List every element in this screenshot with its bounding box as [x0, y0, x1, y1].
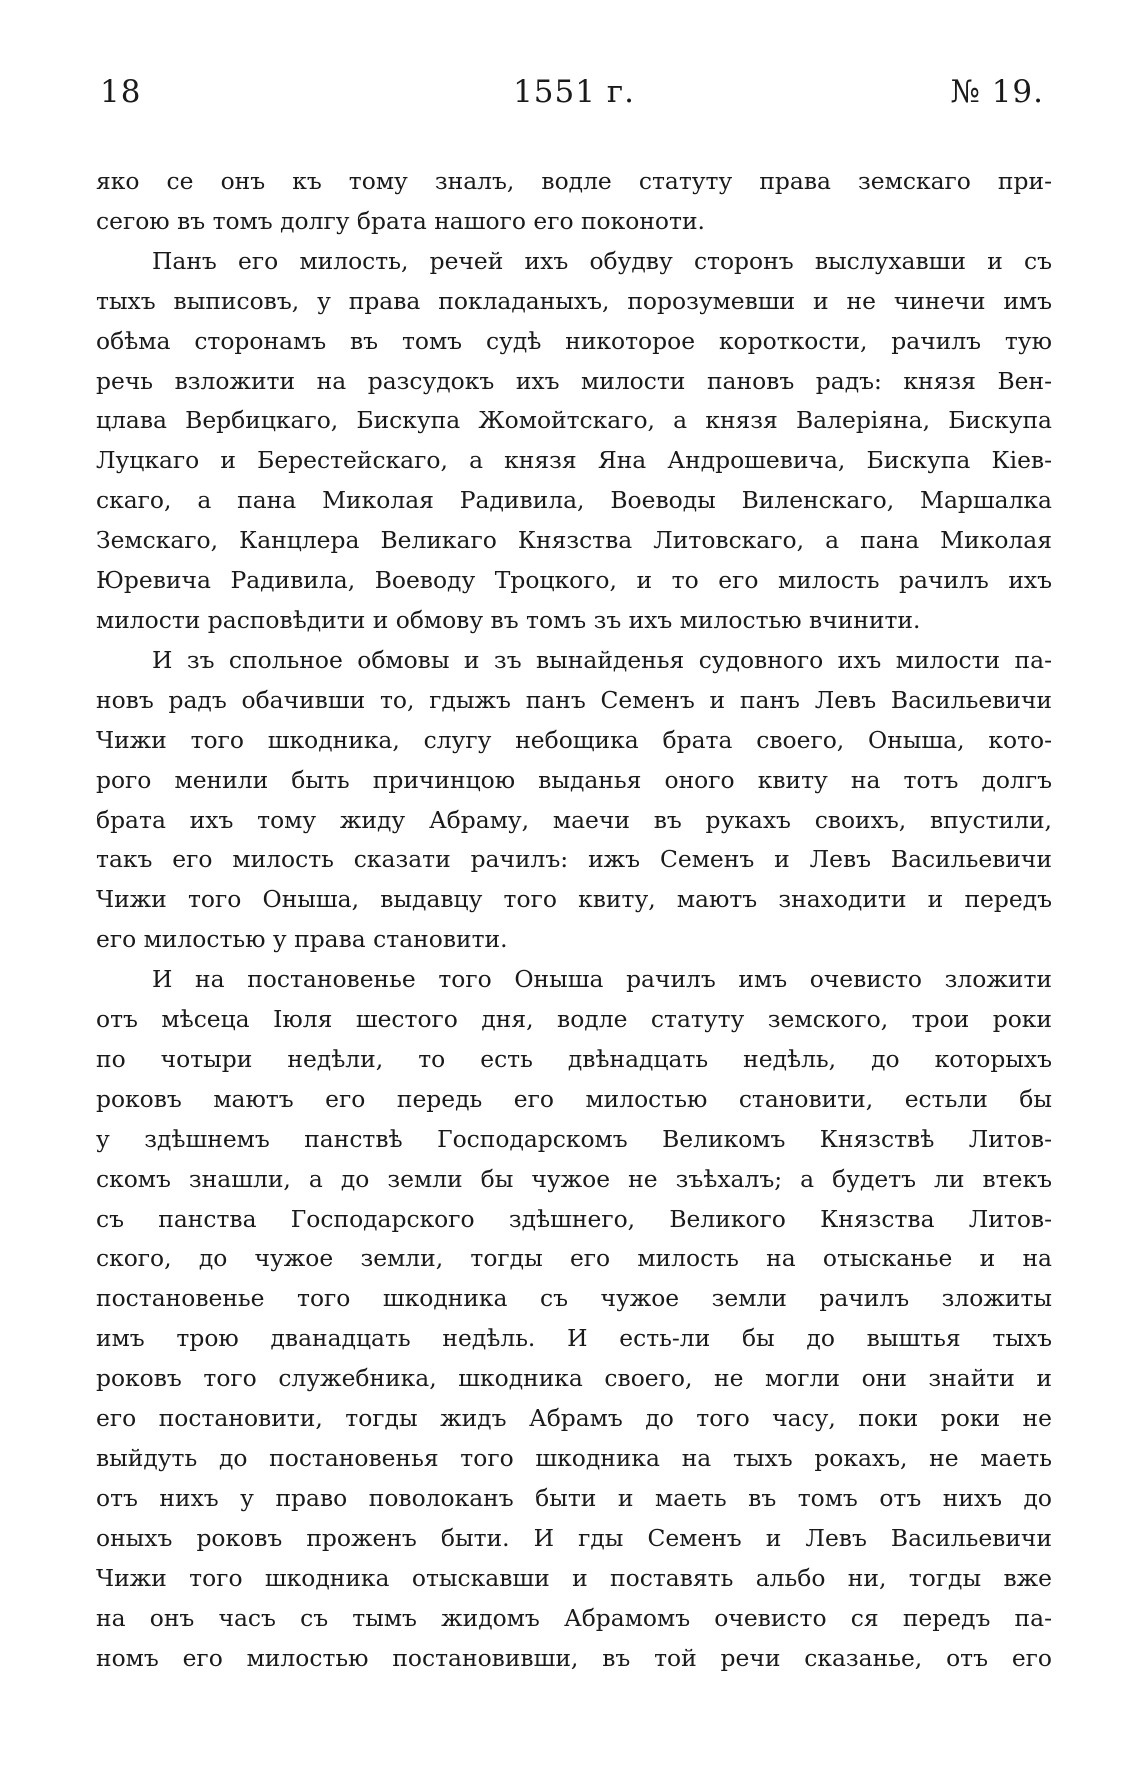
page-header: [96, 74, 1052, 114]
text-line: выйдуть до постановенья того шкодника на тыхъ рокахъ, не маеть: [96, 1444, 1052, 1472]
text-line: Чижи того Оныша, выдавцу того квиту, маютъ знаходити и передъ: [96, 885, 1052, 914]
text-line: съ панства Господарского здѣшнего, Великого Князства Литов-: [96, 1204, 1052, 1233]
text-line: скомъ знашли, а до земли бы чужое не зъѣхалъ; а будетъ ли втекъ: [96, 1164, 1052, 1193]
document-number: № 19.: [950, 74, 1044, 110]
text-line: номъ его милостью постановивши, въ той речи сказанье, отъ его: [96, 1643, 1052, 1672]
text-line: роковъ маютъ его передь его милостью становити, естьли бы: [96, 1084, 1052, 1113]
text-line: такъ его милость сказати рачилъ: ижъ Семенъ и Левъ Васильевичи: [96, 845, 1052, 874]
text-line: по чотыри недѣли, то есть двѣнадцать недѣль, до которыхъ: [96, 1044, 1052, 1073]
body-text: [96, 162, 1052, 1678]
text-line: его постановити, тогды жидъ Абрамъ до того часу, поки роки не: [96, 1404, 1052, 1433]
text-line: милости расповѣдити и обмову въ томъ зъ ихъ милостью вчинити.: [96, 605, 921, 634]
paragraph-4: [96, 960, 1052, 1678]
text-line: его милостью у права становити.: [96, 925, 508, 954]
text-line: Луцкаго и Берестейскаго, а князя Яна Андрошевича, Бискупа Кіев-: [96, 446, 1052, 475]
text-line: новъ радъ обачивши то, гдыжъ панъ Семенъ и панъ Левъ Васильевичи: [96, 685, 1052, 714]
text-line: у здѣшнемъ панствѣ Господарскомъ Великомъ Князствѣ Литов-: [96, 1124, 1052, 1153]
text-line: яко се онъ къ тому зналъ, водле статуту права земскаго при-: [96, 167, 1052, 195]
text-line: И зъ спольное обмовы и зъ вынайденья судовного ихъ милости па-: [152, 645, 1052, 674]
text-line: Земскаго, Канцлера Великаго Князства Литовскаго, а пана Миколая: [96, 526, 1052, 555]
text-line: тыхъ выписовъ, у права покладаныхъ, порозумевши и не чинечи имъ: [96, 286, 1052, 315]
text-line: Чижи того шкодника отыскавши и поставять альбо ни, тогды вже: [96, 1563, 1052, 1592]
text-line: отъ нихъ у право поволоканъ быти и маеть въ томъ отъ нихъ до: [96, 1483, 1052, 1512]
text-line: на онъ часъ съ тымъ жидомъ Абрамомъ очевисто ся передъ па-: [96, 1603, 1052, 1632]
text-line: Юревича Радивила, Воеводу Троцкого, и то его милость рачилъ ихъ: [96, 566, 1052, 595]
text-line: оныхъ роковъ проженъ быти. И гды Семенъ и Левъ Васильевичи: [96, 1523, 1052, 1552]
page-number: 18: [100, 74, 142, 110]
text-line: И на постановенье того Оныша рачилъ имъ очевисто зложити: [152, 965, 1052, 994]
paragraph-3: [96, 641, 1052, 960]
text-line: обѣма сторонамъ въ томъ судѣ никоторое короткости, рачилъ тую: [96, 326, 1052, 355]
paragraph-2: [96, 242, 1052, 641]
text-line: цлава Вербицкаго, Бискупа Жомойтскаго, а князя Валеріяна, Бискупа: [96, 406, 1052, 435]
year-heading: 1551 г.: [513, 74, 635, 110]
text-line: постановенье того шкодника съ чужое земли рачилъ зложиты: [96, 1284, 1052, 1313]
text-line: Панъ его милость, речей ихъ обудву сторонъ выслухавши и съ: [152, 246, 1052, 275]
text-line: роковъ того служебника, шкодника своего, не могли они знайти и: [96, 1364, 1052, 1393]
text-line: рого менили быть причинцою выданья оного квиту на тотъ долгъ: [96, 765, 1052, 794]
text-line: брата ихъ тому жиду Абраму, маечи въ рукахъ своихъ, впустили,: [96, 805, 1052, 834]
text-line: имъ трою дванадцать недѣль. И есть-ли бы до выштья тыхъ: [96, 1324, 1052, 1353]
text-line: речь взложити на разсудокъ ихъ милости пановъ радъ: князя Вен-: [96, 366, 1052, 395]
text-line: Чижи того шкодника, слугу небощика брата своего, Оныша, кото-: [96, 725, 1052, 754]
paragraph-1: [96, 162, 1052, 242]
text-line: скаго, а пана Миколая Радивила, Воеводы Виленскаго, Маршалка: [96, 486, 1052, 515]
text-line: ского, до чужое земли, тогды его милость на отысканье и на: [96, 1244, 1052, 1273]
text-line: сегою въ томъ долгу брата нашого его поконоти.: [96, 206, 705, 235]
text-line: отъ мѣсеца Іюля шестого дня, водле статуту земского, трои роки: [96, 1005, 1052, 1034]
